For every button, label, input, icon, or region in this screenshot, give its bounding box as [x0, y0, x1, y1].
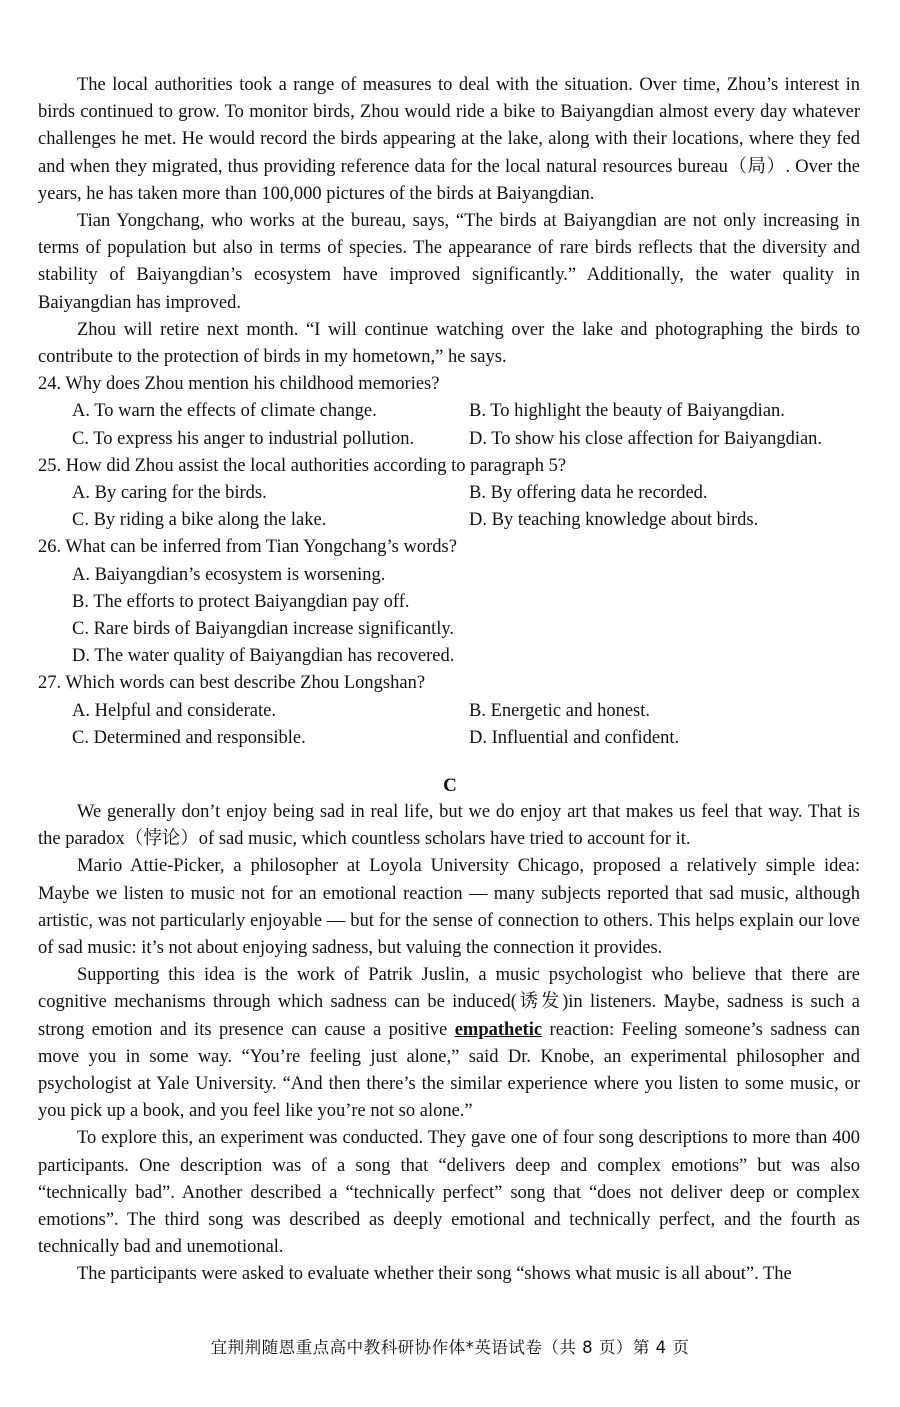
- option-b: B. The efforts to protect Baiyangdian pay off.: [72, 591, 410, 612]
- option-b: B. To highlight the beauty of Baiyangdian.: [469, 401, 785, 422]
- option-a: A. To warn the effects of climate change.: [72, 401, 377, 422]
- question-stem: 25. How did Zhou assist the local authorities according to paragraph 5?: [38, 455, 567, 476]
- paragraph: To explore this, an experiment was conducted. They gave one of four song descriptions to more than 400 participants. One description was of a song that “delivers deep and complex emotions” but was also “technically bad”. Another described a “technically perfect” song that “does not deliver deep or complex emotions”. The third song was described as deeply emotional and technically perfect, and the fourth as technically bad and unemotional.: [38, 1128, 860, 1258]
- paragraph: Zhou will retire next month. “I will continue watching over the lake and photographing the birds to contribute to the protection of birds in my hometown,” he says.: [38, 319, 860, 368]
- paragraph: The participants were asked to evaluate whether their song “shows what music is all about”. The: [77, 1264, 792, 1285]
- text-run: reaction: Feeling someone’s sadness can move you in some way. “You’re feeling just alone,” said Dr. Knobe, an experimental philosopher and psychologist at Yale University. “And then there’s the similar experience where you listen to some music, or you pick up a book, and you feel like you’re not so alone.”: [38, 1019, 861, 1122]
- options: [38, 562, 860, 671]
- question-stem: 27. Which words can best describe Zhou Longshan?: [38, 673, 426, 694]
- option-c: C. To express his anger to industrial pollution.: [72, 428, 415, 449]
- option-a: A. Helpful and considerate.: [72, 700, 276, 721]
- options: [38, 398, 860, 452]
- option-d: D. The water quality of Baiyangdian has recovered.: [72, 646, 455, 667]
- option-c: C. By riding a bike along the lake.: [72, 510, 327, 531]
- paragraph: The local authorities took a range of measures to deal with the situation. Over time, Zhou’s interest in birds continued to grow. To monitor birds, Zhou would ride a bike to Baiyangdian almost every day whatever challenges he met. He would record the birds appearing at the lake, along with their locations, where they fed and when they migrated, thus providing reference data for the local natural resources bureau（局）. Over the years, he has taken more than 100,000 pictures of the birds at Baiyangdian.: [38, 75, 860, 204]
- options: [38, 698, 860, 752]
- question-27: [38, 670, 860, 752]
- options: [38, 480, 860, 534]
- passage-c: [38, 799, 860, 1289]
- option-d: D. By teaching knowledge about birds.: [469, 510, 759, 531]
- paragraph: [38, 962, 860, 1125]
- question-stem: 26. What can be inferred from Tian Yongchang’s words?: [38, 537, 457, 558]
- passage-b-tail: [38, 72, 860, 752]
- text-run: Supporting this idea is the work of Patrik Juslin, a music psychologist who believe that there are cognitive mechanisms through which sadness can be induced(诱发)in listeners. Maybe, sadness is such a strong emotion and its presence can cause a positive: [38, 965, 860, 1040]
- paragraph: We generally don’t enjoy being sad in real life, but we do enjoy art that makes us feel that way. That is the paradox（悖论）of sad music, which countless scholars have tried to account for it.: [38, 802, 860, 850]
- option-d: D. To show his close affection for Baiyangdian.: [469, 428, 823, 449]
- option-a: A. Baiyangdian’s ecosystem is worsening.: [72, 564, 386, 585]
- question-26: [38, 534, 860, 670]
- paragraph: Tian Yongchang, who works at the bureau, says, “The birds at Baiyangdian are not only increasing in terms of population but also in terms of species. The appearance of rare birds reflects that the diversity and stability of Baiyangdian’s ecosystem have improved significantly.” Additionally, the water quality in Baiyangdian has improved.: [38, 211, 860, 313]
- option-b: B. By offering data he recorded.: [469, 483, 708, 504]
- underlined-word: empathetic: [454, 1019, 543, 1040]
- option-c: C. Determined and responsible.: [72, 727, 306, 748]
- option-a: A. By caring for the birds.: [72, 483, 267, 504]
- option-b: B. Energetic and honest.: [469, 700, 651, 721]
- option-c: C. Rare birds of Baiyangdian increase significantly.: [72, 619, 455, 640]
- paragraph: Mario Attie-Picker, a philosopher at Loyola University Chicago, proposed a relatively simple idea: Maybe we listen to music not for an emotional reaction — many subjects reported that sad music, although artistic, was not particularly enjoyable — but for the sense of connection to others. This helps explain our love of sad music: it’s not about enjoying sadness, but valuing the connection it provides.: [38, 856, 860, 959]
- option-d: D. Influential and confident.: [469, 727, 680, 748]
- question-24: [38, 371, 860, 453]
- question-stem: 24. Why does Zhou mention his childhood memories?: [38, 374, 440, 395]
- page-footer: 宜荆荆随恩重点高中教科研协作体*英语试卷（共 8 页）第 4 页: [210, 1338, 690, 1357]
- section-heading: C: [443, 775, 457, 796]
- question-25: [38, 453, 860, 535]
